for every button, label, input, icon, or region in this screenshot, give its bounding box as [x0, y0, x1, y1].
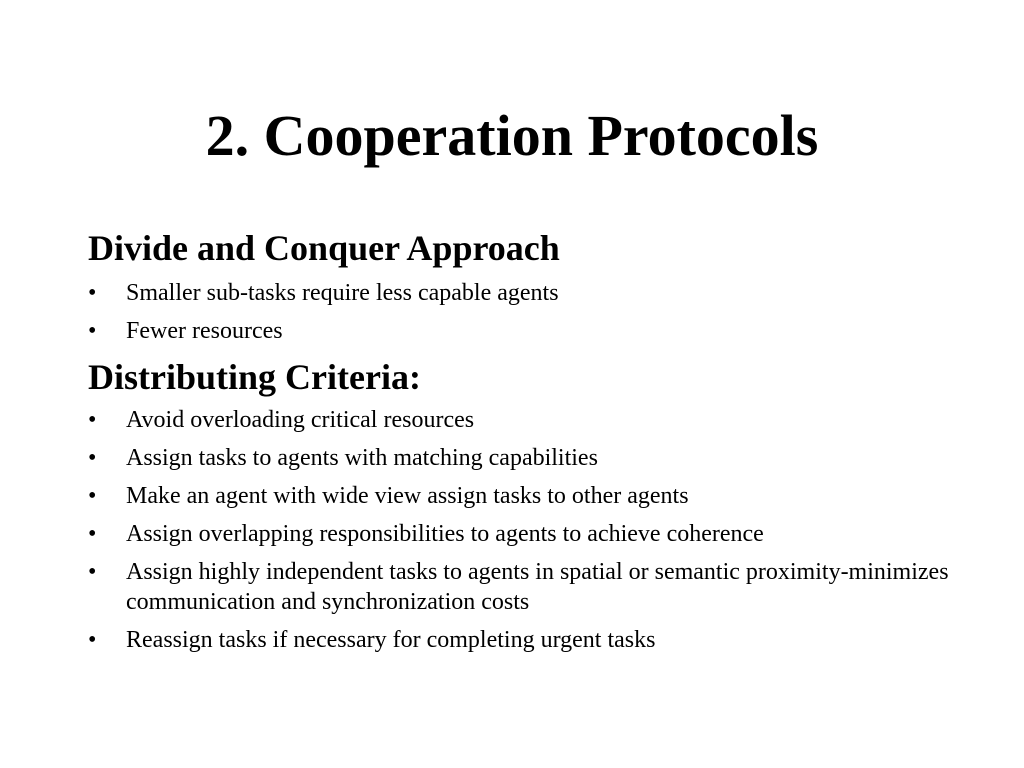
- list-item-text: Make an agent with wide view assign tasks to other agents: [126, 483, 689, 509]
- bullet-icon: •: [88, 559, 97, 585]
- bullet-icon: •: [88, 280, 97, 306]
- bullet-icon: •: [88, 407, 97, 433]
- section-heading-distributing-criteria: Distributing Criteria:: [88, 357, 421, 397]
- list-item: [88, 405, 968, 435]
- list-item: [88, 443, 968, 473]
- list-item-text: Fewer resources: [126, 318, 283, 344]
- list-item: [88, 481, 968, 511]
- list-item-text: Assign overlapping responsibilities to agents to achieve coherence: [126, 521, 764, 547]
- list-item-text: Avoid overloading critical resources: [126, 407, 475, 433]
- bullet-icon: •: [88, 318, 97, 344]
- list-item-text: Assign highly independent tasks to agents in spatial or semantic proximity-minimizes communication and synchronization costs: [126, 559, 949, 615]
- list-item-text: Reassign tasks if necessary for completing urgent tasks: [126, 627, 656, 653]
- list-item: [88, 625, 968, 655]
- bullet-icon: •: [88, 521, 97, 547]
- list-item-text: Assign tasks to agents with matching capabilities: [126, 445, 598, 471]
- list-item: [88, 316, 968, 346]
- bullet-list-divide-and-conquer: [88, 278, 968, 354]
- slide-title: 2. Cooperation Protocols: [205, 103, 819, 168]
- list-item-text: Smaller sub-tasks require less capable agents: [126, 280, 559, 306]
- list-item: [88, 278, 968, 308]
- list-item: [88, 557, 968, 617]
- section-heading-divide-and-conquer: Divide and Conquer Approach: [88, 228, 560, 268]
- bullet-list-distributing-criteria: [88, 405, 968, 663]
- bullet-icon: •: [88, 627, 97, 653]
- list-item: [88, 519, 968, 549]
- bullet-icon: •: [88, 445, 97, 471]
- bullet-icon: •: [88, 483, 97, 509]
